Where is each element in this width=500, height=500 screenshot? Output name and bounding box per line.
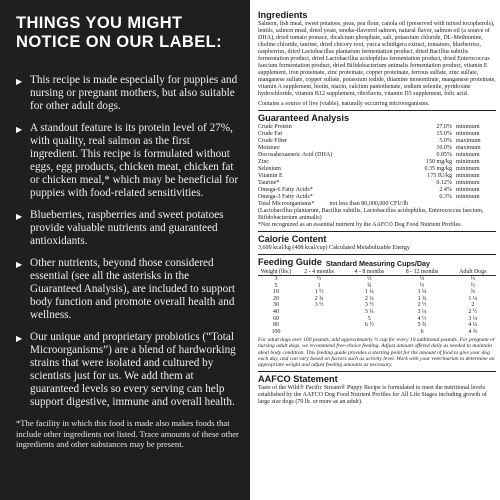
feeding-cell: ½ — [419, 282, 425, 289]
analysis-qual: maximum — [456, 145, 481, 152]
bullet-item — [16, 209, 240, 248]
analysis-value: 0.3% — [439, 193, 452, 200]
feeding-heading: Feeding Guide — [258, 256, 322, 267]
feeding-cell: 3 ¼ — [468, 315, 478, 322]
triangle-right-icon: ▶ — [16, 260, 23, 269]
feeding-cell: 2 — [471, 302, 475, 309]
analysis-qual: minimum — [456, 173, 480, 180]
analysis-qual: minimum — [456, 180, 480, 187]
feeding-cell: 3 ¼ — [417, 308, 427, 315]
feeding-subheading: Standard Measuring Cups/Day — [325, 258, 431, 268]
feeding-cell: 6 — [420, 328, 424, 335]
analysis-row — [258, 124, 496, 131]
feeding-cell: 1 ¼ — [468, 295, 478, 302]
feeding-column-header: 4 - 8 months — [344, 269, 394, 276]
feeding-cell: 4 ¾ — [468, 328, 478, 335]
feeding-cell: ½ — [470, 282, 476, 289]
analysis-qual: minimum — [456, 131, 480, 138]
feeding-cell: 4 ½ — [417, 315, 427, 322]
feeding-cell: 3 — [274, 276, 278, 283]
feeding-cell: 2 ¼ — [364, 295, 374, 302]
bullet-text: This recipe is made especially for puppies and nursing or pregnant mothers, but also suitable for other adult dogs. — [30, 74, 238, 112]
feeding-cell: ⅓ — [367, 276, 372, 283]
bullet-text: Blueberries, raspberries and sweet potatoes provide valuable nutrients and guaranteed antioxidants. — [30, 209, 224, 247]
analysis-value: 0.12% — [436, 180, 452, 187]
divider — [258, 254, 496, 255]
aafco-text: Taste of the Wild® Pacific Stream® Puppy Recipe is formulated to meet the nutritional levels established by the AAFCO Dog Food Nutrient Profiles for All Life Stages including growth of large size dogs (70 lb. or more as an adult). — [258, 384, 487, 405]
calorie-text: 3,600 kcal/kg (408 kcal/cup) Calculated Metabolizable Energy — [258, 244, 410, 251]
analysis-name: Crude Protein — [258, 124, 292, 131]
feeding-cell: 1 ¼ — [417, 289, 427, 296]
analysis-qual: maximum — [456, 138, 481, 145]
feeding-cell: 10 — [273, 289, 279, 296]
microorganisms-detail: (Lactobacillus plantarum, Bacillus subtilis, Lactobacillus acidophilus, Enterococcus faecium, Bifidobacterium animalis) — [258, 207, 484, 221]
analysis-name: Taurine* — [258, 180, 280, 187]
feeding-cell: 1 ½ — [314, 289, 324, 296]
bullet-item — [16, 74, 240, 113]
feeding-note: For adult dogs over 100 pounds, add approximately ½ cup for every 10 additional pounds. For pregnant or nursing adult dogs, we recommend free-choice feeding. Adjust amount offered daily as needed to maintain ideal body condition. This feeding guide provides a starting point for the amount of food to give your dog each day, and can vary based on factors such as activity level. Work with your veterinarian to determine an appropriate weight and adjust feeding amounts as necessary. — [258, 337, 495, 369]
ingredients-text: Salmon, fish meal, sweet potatoes, peas, pea flour, canola oil (preserved with mixed tocopherols), lentils, salmon meal, dried yeast, smoke-flavored salmon, natural flavor, salmon oil (a source of DHA), dried tomato pomace, dicalcium phosphate, salt, potassium chloride, DL-Methionine, choline chloride, taurine, dried chicory root, yucca schidigera extract, tomatoes, blueberries, raspberries, dried Lactobacillus plantarum fermentation product, dried Bacillus subtilis fermentation product, dried Lactobacillus acidophilus fermentation product, dried Enterococcus faecium fermentation product, dried Bifidobacterium animalis fermentation product, vitamin E supplement, iron proteinate, zinc proteinate, copper proteinate, ferrous sulfate, zinc sulfate, manganese sulfate, copper sulfate, potassium iodide, thiamine mononitrate, manganese proteinate, vitamin A supplement, biotin, niacin, calcium pantothenate, sodium selenite, pyridoxine hydrochloride, vitamin B12 supplement, riboflavin, vitamin D3 supplement, folic acid. — [258, 21, 496, 97]
analysis-row — [258, 194, 496, 201]
feeding-cell: 3 ½ — [364, 302, 374, 309]
analysis-value: 150 mg/kg — [425, 159, 452, 166]
analysis-qual: minimum — [456, 159, 480, 166]
microorganisms-note: Contains a source of live (viable), naturally occurring microorganisms. — [258, 101, 430, 108]
divider — [258, 231, 496, 232]
analysis-value: 27.0% — [436, 124, 452, 131]
analysis-value: 15.0% — [436, 131, 452, 138]
analysis-row — [258, 152, 496, 159]
feeding-cell: 2 ½ — [417, 302, 427, 309]
analysis-value: 2.4% — [439, 187, 452, 194]
analysis-row — [258, 166, 496, 173]
feeding-cell: ¾ — [470, 289, 476, 296]
feeding-cell: 2 ¾ — [314, 295, 324, 302]
bullet-text: A standout feature is its protein level of 27%, with quality, real salmon as the first ingredient. This recipe is formulated without eggs, egg products, chicken meat, chicken fat or chicken meal,* which may be beneficial for puppies with food-related sensitivities. — [30, 122, 239, 199]
feeding-cell: 6 ½ — [364, 322, 374, 329]
analysis-row — [258, 173, 496, 180]
feeding-column-header: 2 - 4 months — [294, 269, 344, 276]
calorie-heading: Calorie Content — [258, 233, 327, 244]
divider — [258, 110, 496, 111]
analysis-qual: minimum — [456, 193, 480, 200]
analysis-value: 175 IU/kg — [427, 173, 452, 180]
bullet-item — [16, 331, 240, 409]
triangle-right-icon: ▶ — [16, 77, 23, 86]
feeding-header — [258, 257, 496, 268]
feeding-cell: 60 — [273, 315, 279, 322]
feeding-cell: ¾ — [367, 282, 372, 289]
feeding-column-header: 8 - 12 months — [394, 269, 449, 276]
feeding-column-header: Adult Dogs — [450, 269, 496, 276]
analysis-qual: minimum — [456, 152, 480, 159]
analysis-qual: minimum — [456, 166, 480, 173]
feeding-cell: 80 — [273, 322, 279, 329]
analysis-value: 0.05% — [436, 152, 452, 159]
nutrition-label — [258, 10, 496, 500]
feeding-cell: ⅓ — [470, 276, 476, 283]
analysis-value: 10.0% — [436, 145, 452, 152]
ingredients-heading: Ingredients — [258, 10, 308, 20]
analysis-footnote: *Not recognized as an essential nutrient by the AAFCO Dog Food Nutrient Profiles. — [258, 221, 463, 228]
analysis-name: Omega-3 Fatty Acids* — [258, 193, 313, 200]
feeding-cell: 40 — [273, 308, 279, 315]
analysis-name: Omega-6 Fatty Acids* — [258, 187, 313, 194]
feeding-cell: 30 — [273, 302, 279, 309]
feeding-cell: 4 ¼ — [468, 322, 478, 329]
analysis-row — [258, 138, 496, 145]
analysis-table — [258, 124, 496, 200]
analysis-name: Zinc — [258, 159, 270, 166]
label-title: THINGS YOU MIGHT NOTICE ON OUR LABEL: — [16, 14, 222, 51]
feeding-cell: 1 — [317, 282, 321, 289]
feeding-cell: 1 ¼ — [364, 289, 374, 296]
feeding-cell: 3 ¾ — [364, 308, 374, 315]
feeding-row — [258, 276, 496, 283]
feeding-cell: 5 — [367, 315, 371, 322]
bullet-text: Other nutrients, beyond those considered essential (see all the asterisks in the Guaranteed Analysis), are included to support body function and promote overall health and wellness. — [30, 257, 236, 321]
feeding-row — [258, 329, 496, 336]
feeding-column-header: Weight (lbs.) — [258, 269, 294, 276]
feeding-cell — [344, 329, 394, 336]
feeding-cell: 100 — [271, 328, 281, 335]
analysis-row — [258, 159, 496, 166]
analysis-name: Moisture — [258, 145, 280, 152]
microorganisms-line: Total Microorganisms* not less than 80,000,000 CFU/lb — [258, 200, 409, 207]
analysis-row — [258, 187, 496, 194]
analysis-heading: Guaranteed Analysis — [258, 113, 350, 124]
bullet-item — [16, 122, 240, 200]
bullet-text: Our unique and proprietary probiotics (“Total Microorganisms”) are a blend of hardworking strains that were isolated and cultured by scientists just for us. We add them at guaranteed levels so every serving can help support digestive, immune and overall health. — [30, 331, 236, 408]
analysis-row — [258, 131, 496, 138]
facility-footnote: *The facility in which this food is made also makes foods that include other ingredients not listed. Trace amounts of these other ingredients and other substances may be present. — [16, 418, 239, 450]
feeding-cell: 3 ½ — [314, 302, 324, 309]
feeding-cell — [294, 329, 344, 336]
feeding-cell: 5 — [274, 282, 278, 289]
feeding-cell: ⅓ — [419, 276, 425, 283]
feeding-cell: 5 ¾ — [417, 322, 427, 329]
feeding-cell: 2 ½ — [468, 308, 478, 315]
analysis-name: Selenium — [258, 166, 281, 173]
analysis-row — [258, 180, 496, 187]
analysis-name: Crude Fat — [258, 131, 283, 138]
aafco-heading: AAFCO Statement — [258, 373, 338, 384]
analysis-qual: minimum — [456, 187, 480, 194]
triangle-right-icon: ▶ — [16, 334, 23, 343]
triangle-right-icon: ▶ — [16, 212, 23, 221]
analysis-qual: minimum — [456, 124, 480, 131]
triangle-right-icon: ▶ — [16, 125, 23, 134]
feeding-cell: 1 ¾ — [417, 295, 427, 302]
analysis-name: Crude Fiber — [258, 138, 288, 145]
bullet-item — [16, 257, 240, 322]
feeding-cell: ½ — [316, 276, 322, 283]
analysis-name: Vitamin E — [258, 173, 283, 180]
feeding-cell: 20 — [273, 295, 279, 302]
analysis-value: 0.35 mg/kg — [424, 166, 452, 173]
divider — [258, 371, 496, 372]
analysis-value: 5.0% — [439, 138, 452, 145]
analysis-name: Docosahexaenoic Acid (DHA) — [258, 152, 333, 159]
feeding-table — [258, 269, 496, 335]
